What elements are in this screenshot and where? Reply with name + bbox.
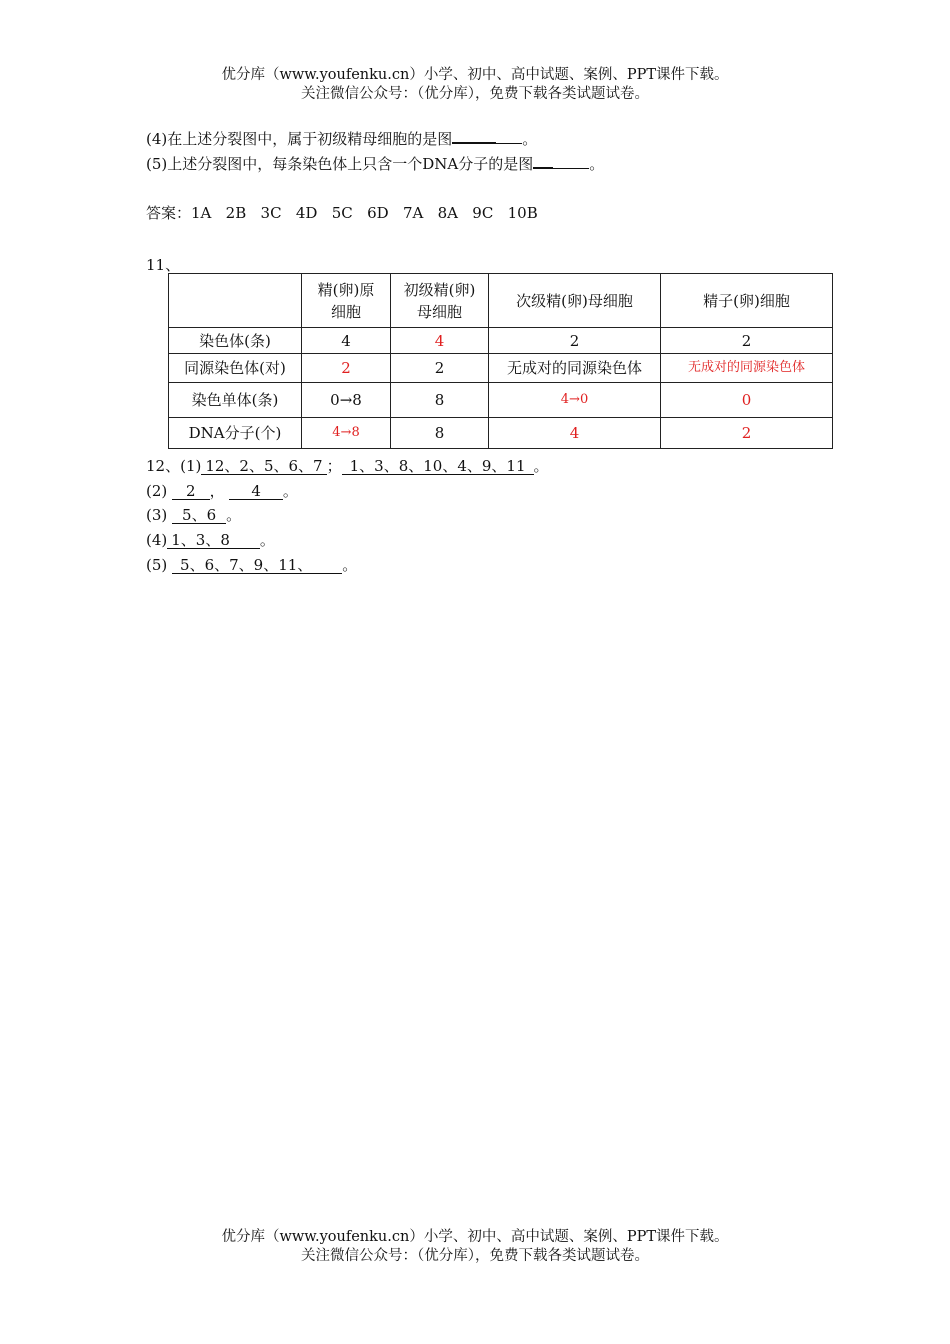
table-header-cell: 次级精(卵)母细胞 <box>489 274 661 328</box>
header-text: 初级精(卵) <box>403 280 476 299</box>
part-label: (4) <box>146 531 168 549</box>
question-5-text: (5)上述分裂图中，每条染色体上只含一个DNA分子的是图 <box>146 155 534 173</box>
answer-blank <box>533 153 553 169</box>
table-cell: 无成对的同源染色体 <box>489 354 661 383</box>
question-4-text: (4)在上述分裂图中，属于初级精母细胞的是图 <box>146 130 453 148</box>
question-12-part-1 <box>146 455 549 476</box>
page-footer <box>0 1228 950 1266</box>
table-header-cell <box>391 274 489 328</box>
footer-line-1: 优分库（www.youfenku.cn）小学、初中、高中试题、案例、PPT课件下载。 <box>221 1229 729 1245</box>
question-11-label: 11、 <box>146 256 181 274</box>
table-row <box>169 383 833 418</box>
table-header-cell <box>302 274 391 328</box>
separator: ； <box>326 457 342 475</box>
table-cell: 2 <box>489 328 661 354</box>
question-4 <box>146 128 537 149</box>
header-text: 细胞 <box>330 302 361 321</box>
page-header <box>0 66 950 104</box>
period: 。 <box>226 506 242 524</box>
table-header-row <box>169 274 833 328</box>
separator: ， <box>209 482 225 500</box>
row-label: 染色单体(条) <box>169 383 302 418</box>
header-text: 母细胞 <box>416 302 462 321</box>
answers-line: 答案：1A 2B 3C 4D 5C 6D 7A 8A 9C 10B <box>146 204 538 222</box>
question-12-part-3 <box>146 504 241 525</box>
row-label: 同源染色体(对) <box>169 354 302 383</box>
table-row <box>169 354 833 383</box>
answer-underlined: 2 <box>172 483 210 500</box>
part-label: 12、(1) <box>146 457 202 475</box>
header-text: 精(卵)原 <box>317 280 375 299</box>
answer-underlined: 12、2、5、6、7 <box>201 458 326 475</box>
table-cell: 4→8 <box>302 418 391 449</box>
question-12-part-4 <box>146 529 275 550</box>
footer-line-2: 关注微信公众号：（优分库），免费下载各类试题试卷。 <box>301 1248 649 1264</box>
chromosome-table <box>168 273 833 449</box>
answer-underlined: 4 <box>229 483 283 500</box>
answer-underlined: 1、3、8 <box>167 532 260 549</box>
table-cell: 8 <box>391 383 489 418</box>
table-corner-cell <box>169 274 302 328</box>
table-row <box>169 418 833 449</box>
period: 。 <box>589 155 605 173</box>
table-cell: 4 <box>302 328 391 354</box>
answer-underlined: 5、6、7、9、11、 <box>172 557 342 574</box>
row-label: 染色体(条) <box>169 328 302 354</box>
period: 。 <box>259 531 275 549</box>
table-row <box>169 328 833 354</box>
table-cell: 4→0 <box>489 383 661 418</box>
table-cell: 4 <box>489 418 661 449</box>
period: 。 <box>533 457 549 475</box>
part-label: (5) <box>146 556 168 574</box>
table-cell: 0 <box>661 383 833 418</box>
period: 。 <box>282 482 298 500</box>
part-label: (3) <box>146 506 168 524</box>
table-cell: 2 <box>661 328 833 354</box>
question-12-part-2 <box>146 480 298 501</box>
answer-blank <box>496 129 522 144</box>
answer-underlined: 1、3、8、10、4、9、11 <box>342 458 534 475</box>
question-5 <box>146 153 604 174</box>
table-header-cell: 精子(卵)细胞 <box>661 274 833 328</box>
table-cell: 0→8 <box>302 383 391 418</box>
answer-underlined: 5、6 <box>172 507 226 524</box>
table-cell: 无成对的同源染色体 <box>661 354 833 383</box>
table-cell: 2 <box>302 354 391 383</box>
answer-blank <box>452 128 496 144</box>
row-label: DNA分子(个) <box>169 418 302 449</box>
question-12-part-5 <box>146 554 357 575</box>
table-cell: 2 <box>391 354 489 383</box>
header-line-2: 关注微信公众号：（优分库），免费下载各类试题试卷。 <box>301 86 649 102</box>
header-line-1: 优分库（www.youfenku.cn）小学、初中、高中试题、案例、PPT课件下载。 <box>221 67 729 83</box>
period: 。 <box>342 556 358 574</box>
period: 。 <box>522 130 538 148</box>
table-cell: 8 <box>391 418 489 449</box>
table-cell: 2 <box>661 418 833 449</box>
part-label: (2) <box>146 482 168 500</box>
answer-blank <box>553 154 589 169</box>
table-cell: 4 <box>391 328 489 354</box>
